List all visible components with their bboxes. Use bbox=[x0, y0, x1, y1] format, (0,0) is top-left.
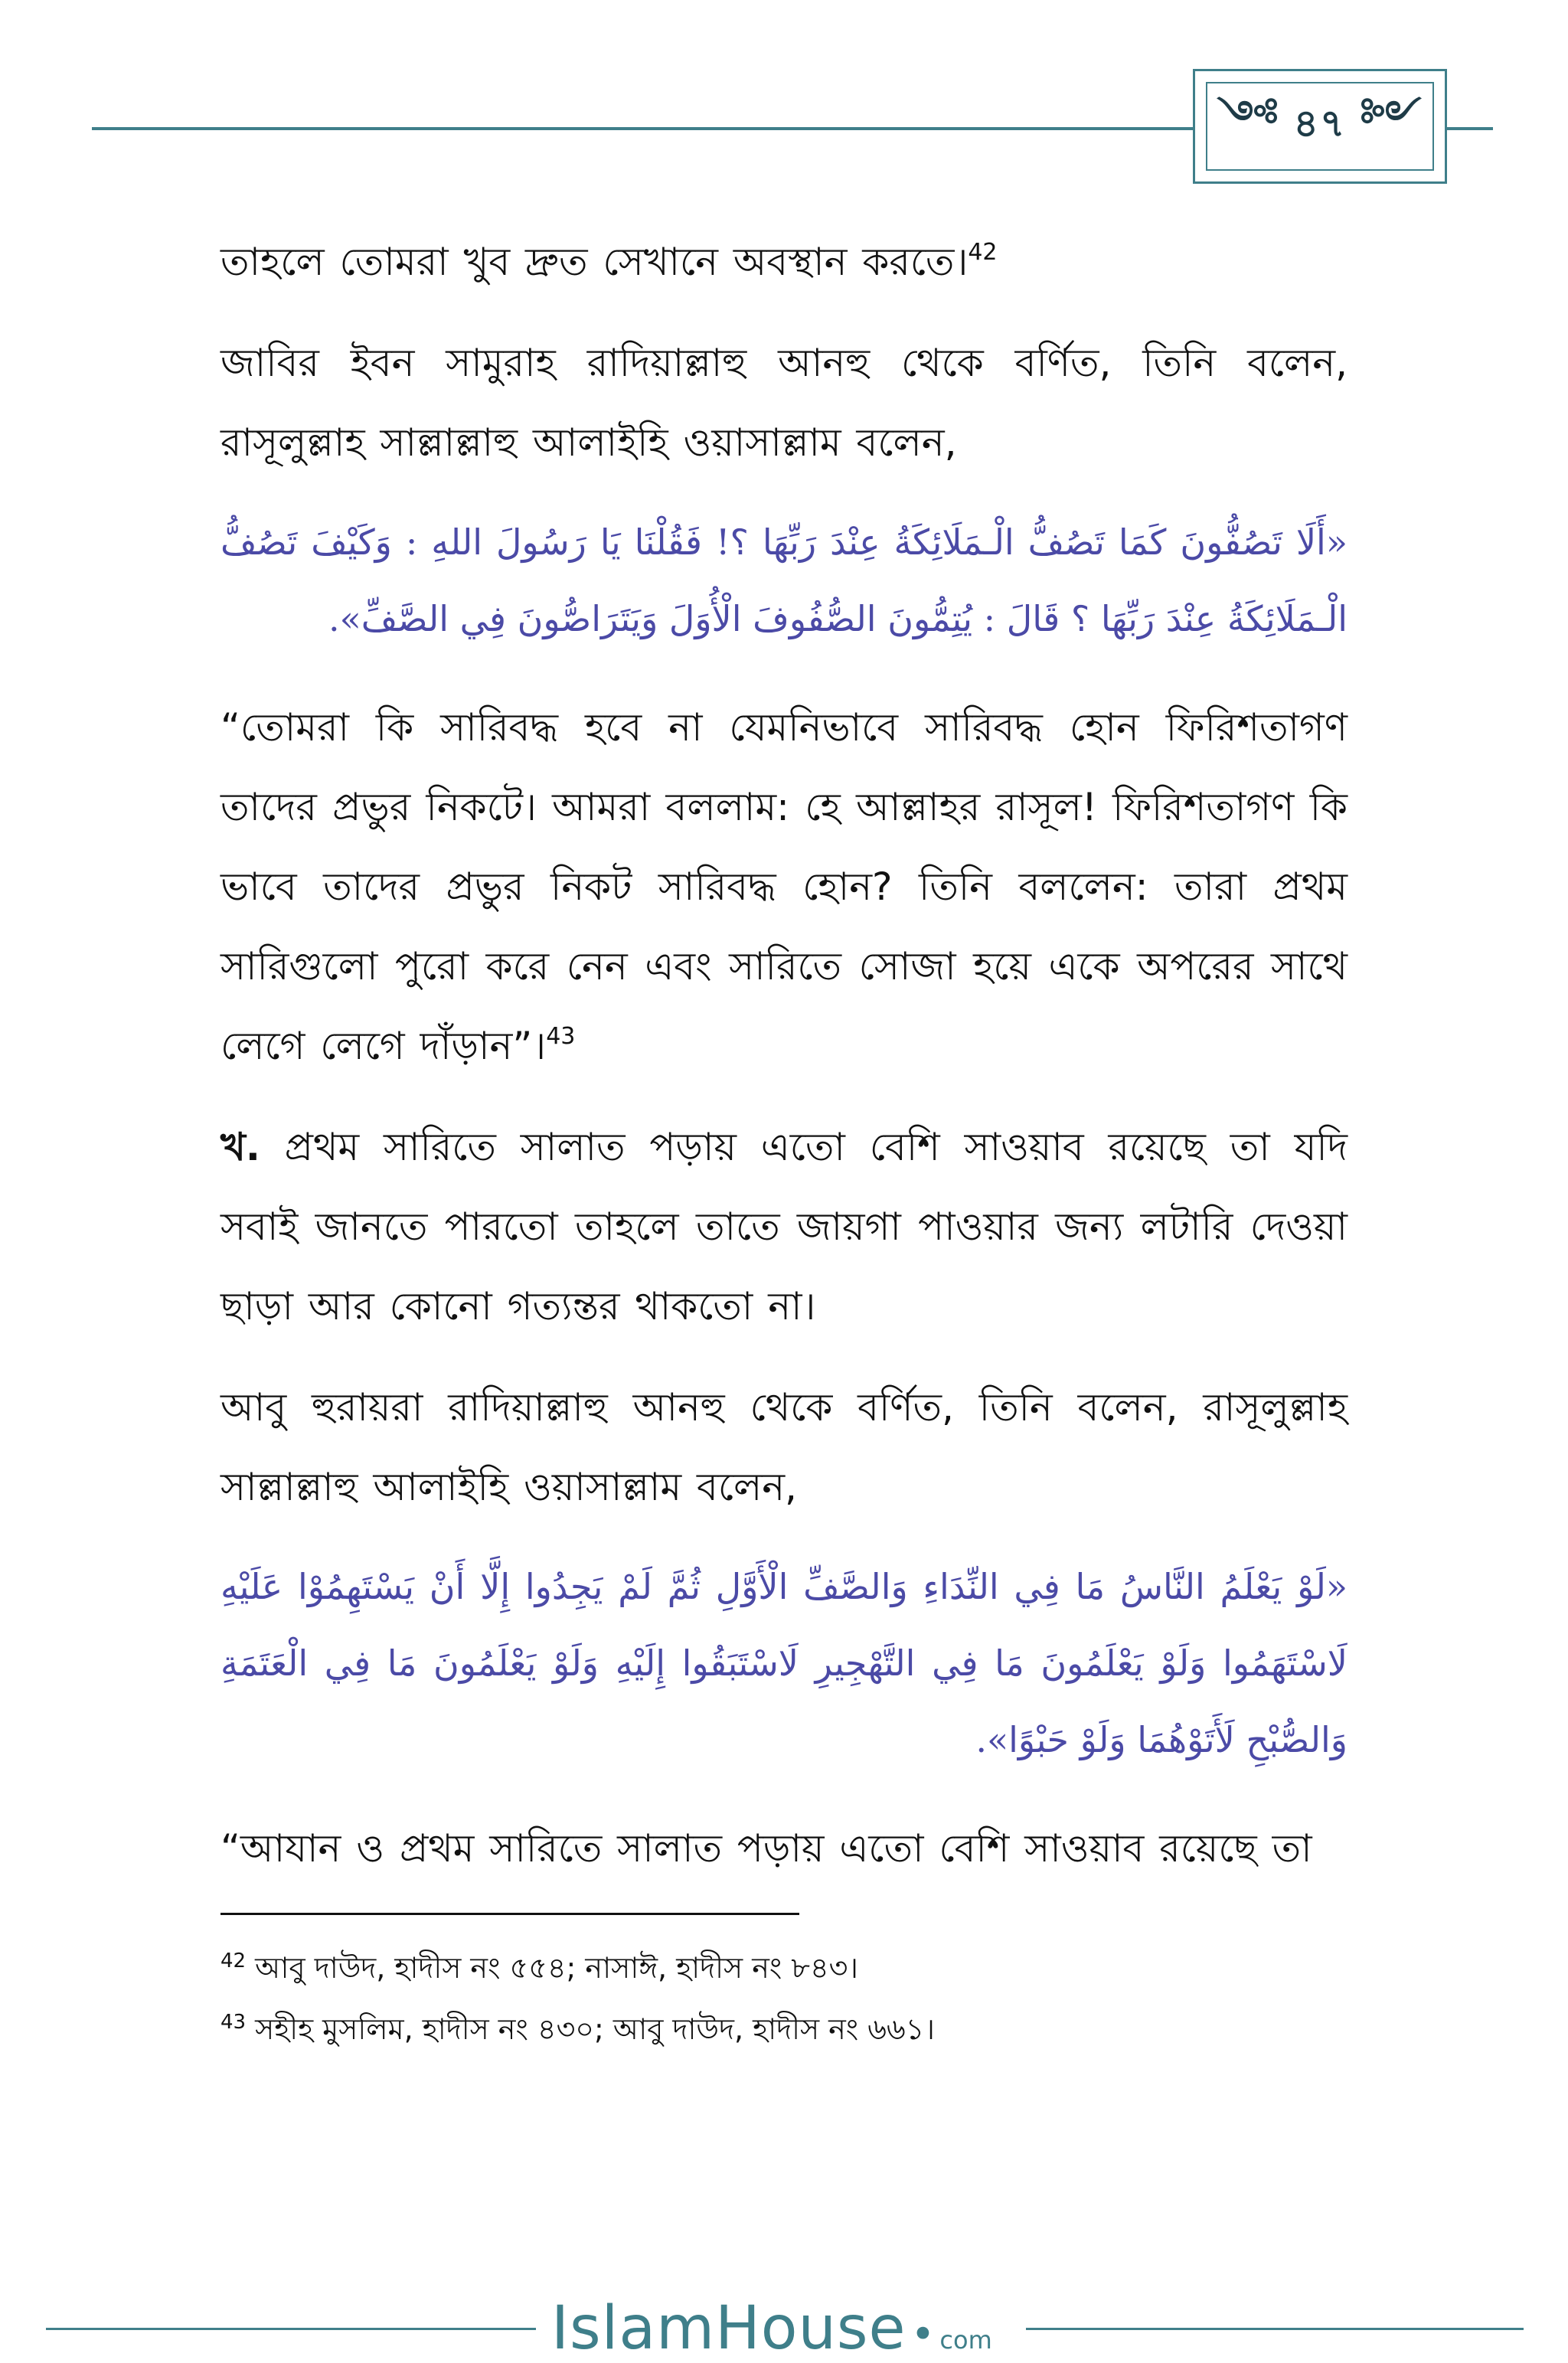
ornament-left-icon: ༺ bbox=[1217, 93, 1280, 137]
footnote-42 bbox=[220, 1937, 1348, 1999]
paragraph-6: “আযান ও প্রথম সারিতে সালাত পড়ায় এতো বেশি সাওয়াব রয়েছে তা bbox=[220, 1826, 1312, 1871]
footnote-ref-42[interactable]: 42 bbox=[968, 239, 998, 266]
islamhouse-logo[interactable] bbox=[551, 2294, 992, 2363]
paragraph-3-text: “তোমরা কি সারিবদ্ধ হবে না যেমনিভাবে সারিবদ্ধ হোন ফিরিশতাগণ তাদের প্রভুর নিকটে। আমরা বললাম: হে আল্লাহর রাসূল! ফিরিশতাগণ কি ভাবে তাদের প্রভুর নিকট সারিবদ্ধ হোন? তিনি বললেন: তারা প্রথম সারিগুলো পুরো করে নেন এবং সারিতে সোজা হয়ে একে অপরের সাথে লেগে লেগে দাঁড়ান”। bbox=[220, 705, 1348, 1068]
paragraph-1 bbox=[220, 222, 1348, 302]
paragraph-5: আবু হুরায়রা রাদিয়াল্লাহু আনহু থেকে বর্ণিত, তিনি বলেন, রাসূলুল্লাহ সাল্লাল্লাহু আলাইহি ওয়াসাল্লাম বলেন, bbox=[220, 1385, 1348, 1509]
arabic-hadith-2: «لَوْ يَعْلَمُ النَّاسُ مَا فِي النِّدَاءِ وَالصَّفِّ الْأَوَّلِ ثُمَّ لَمْ يَجِدُوا إِلَّا أَنْ يَسْتَهِمُوْا عَلَيْهِ لَاسْتَهَمُوا وَلَوْ يَعْلَمُونَ مَا فِي التَّهْجِيرِ لَاسْتَبَقُوا إِلَيْهِ وَلَوْ يَعْلَمُونَ مَا فِي الْعَتَمَةِ وَالصُّبْحِ لَأَتَوْهُمَا وَلَوْ حَبْوًا». bbox=[220, 1566, 1348, 1760]
paragraph-1-text: তাহলে তোমরা খুব দ্রুত সেখানে অবস্থান করতে। bbox=[220, 240, 969, 284]
section-label: খ. bbox=[220, 1125, 260, 1169]
logo-tld: com bbox=[939, 2325, 992, 2355]
footer-rule-left bbox=[46, 2328, 536, 2330]
page-number-box bbox=[1193, 69, 1447, 184]
ornament-right-icon: ༻ bbox=[1360, 93, 1423, 137]
footnote-separator bbox=[220, 1913, 799, 1915]
page-number-frame bbox=[1206, 82, 1434, 171]
paragraph-4-text: প্রথম সারিতে সালাত পড়ায় এতো বেশি সাওয়াব রয়েছে তা যদি সবাই জানতে পারতো তাহলে তাতে জায়গা পাওয়ার জন্য লটারি দেওয়া ছাড়া আর কোনো গত্যন্তর থাকতো না। bbox=[220, 1125, 1348, 1329]
footnotes bbox=[220, 1937, 1348, 2060]
paragraph-4 bbox=[220, 1107, 1348, 1346]
footnote-text: সহীহ মুসলিম, হাদীস নং ৪৩০; আবু দাউদ, হাদীস নং ৬৬১। bbox=[246, 2012, 935, 2046]
footnote-ref-43[interactable]: 43 bbox=[546, 1023, 576, 1050]
main-content bbox=[220, 222, 1348, 1910]
logo-dot-icon: • bbox=[910, 2310, 936, 2358]
paragraph-2: জাবির ইবন সামুরাহ রাদিয়াল্লাহু আনহু থেকে বর্ণিত, তিনি বলেন, রাসূলুল্লাহ সাল্লাল্লাহু আলাইহি ওয়াসাল্লাম বলেন, bbox=[220, 341, 1348, 465]
paragraph-3 bbox=[220, 688, 1348, 1086]
arabic-hadith-1: «أَلَا تَصُفُّونَ كَمَا تَصُفُّ الْـمَلَائِكَةُ عِنْدَ رَبِّهَا ؟! فَقُلْنَا يَا رَسُولَ اللهِ : وَكَيْفَ تَصُفُّ الْـمَلَائِكَةُ عِنْدَ رَبِّهَا ؟ قَالَ : يُتِمُّونَ الصُّفُوفَ الْأُوَلَ وَيَتَرَاصُّونَ فِي الصَّفِّ». bbox=[220, 521, 1348, 639]
footnote-43 bbox=[220, 1999, 1348, 2060]
header-rule-right bbox=[1447, 127, 1493, 130]
header-rule-left bbox=[92, 127, 1194, 130]
logo-brand: IslamHouse bbox=[551, 2294, 906, 2363]
footer-rule-right bbox=[1026, 2328, 1524, 2330]
footnote-number: 42 bbox=[220, 1950, 247, 1972]
page-number: ৪৭ bbox=[1293, 100, 1347, 145]
footnote-number: 43 bbox=[220, 2011, 247, 2034]
footnote-text: আবু দাউদ, হাদীস নং ৫৫৪; নাসাঈ, হাদীস নং ৮৪৩। bbox=[246, 1951, 858, 1985]
